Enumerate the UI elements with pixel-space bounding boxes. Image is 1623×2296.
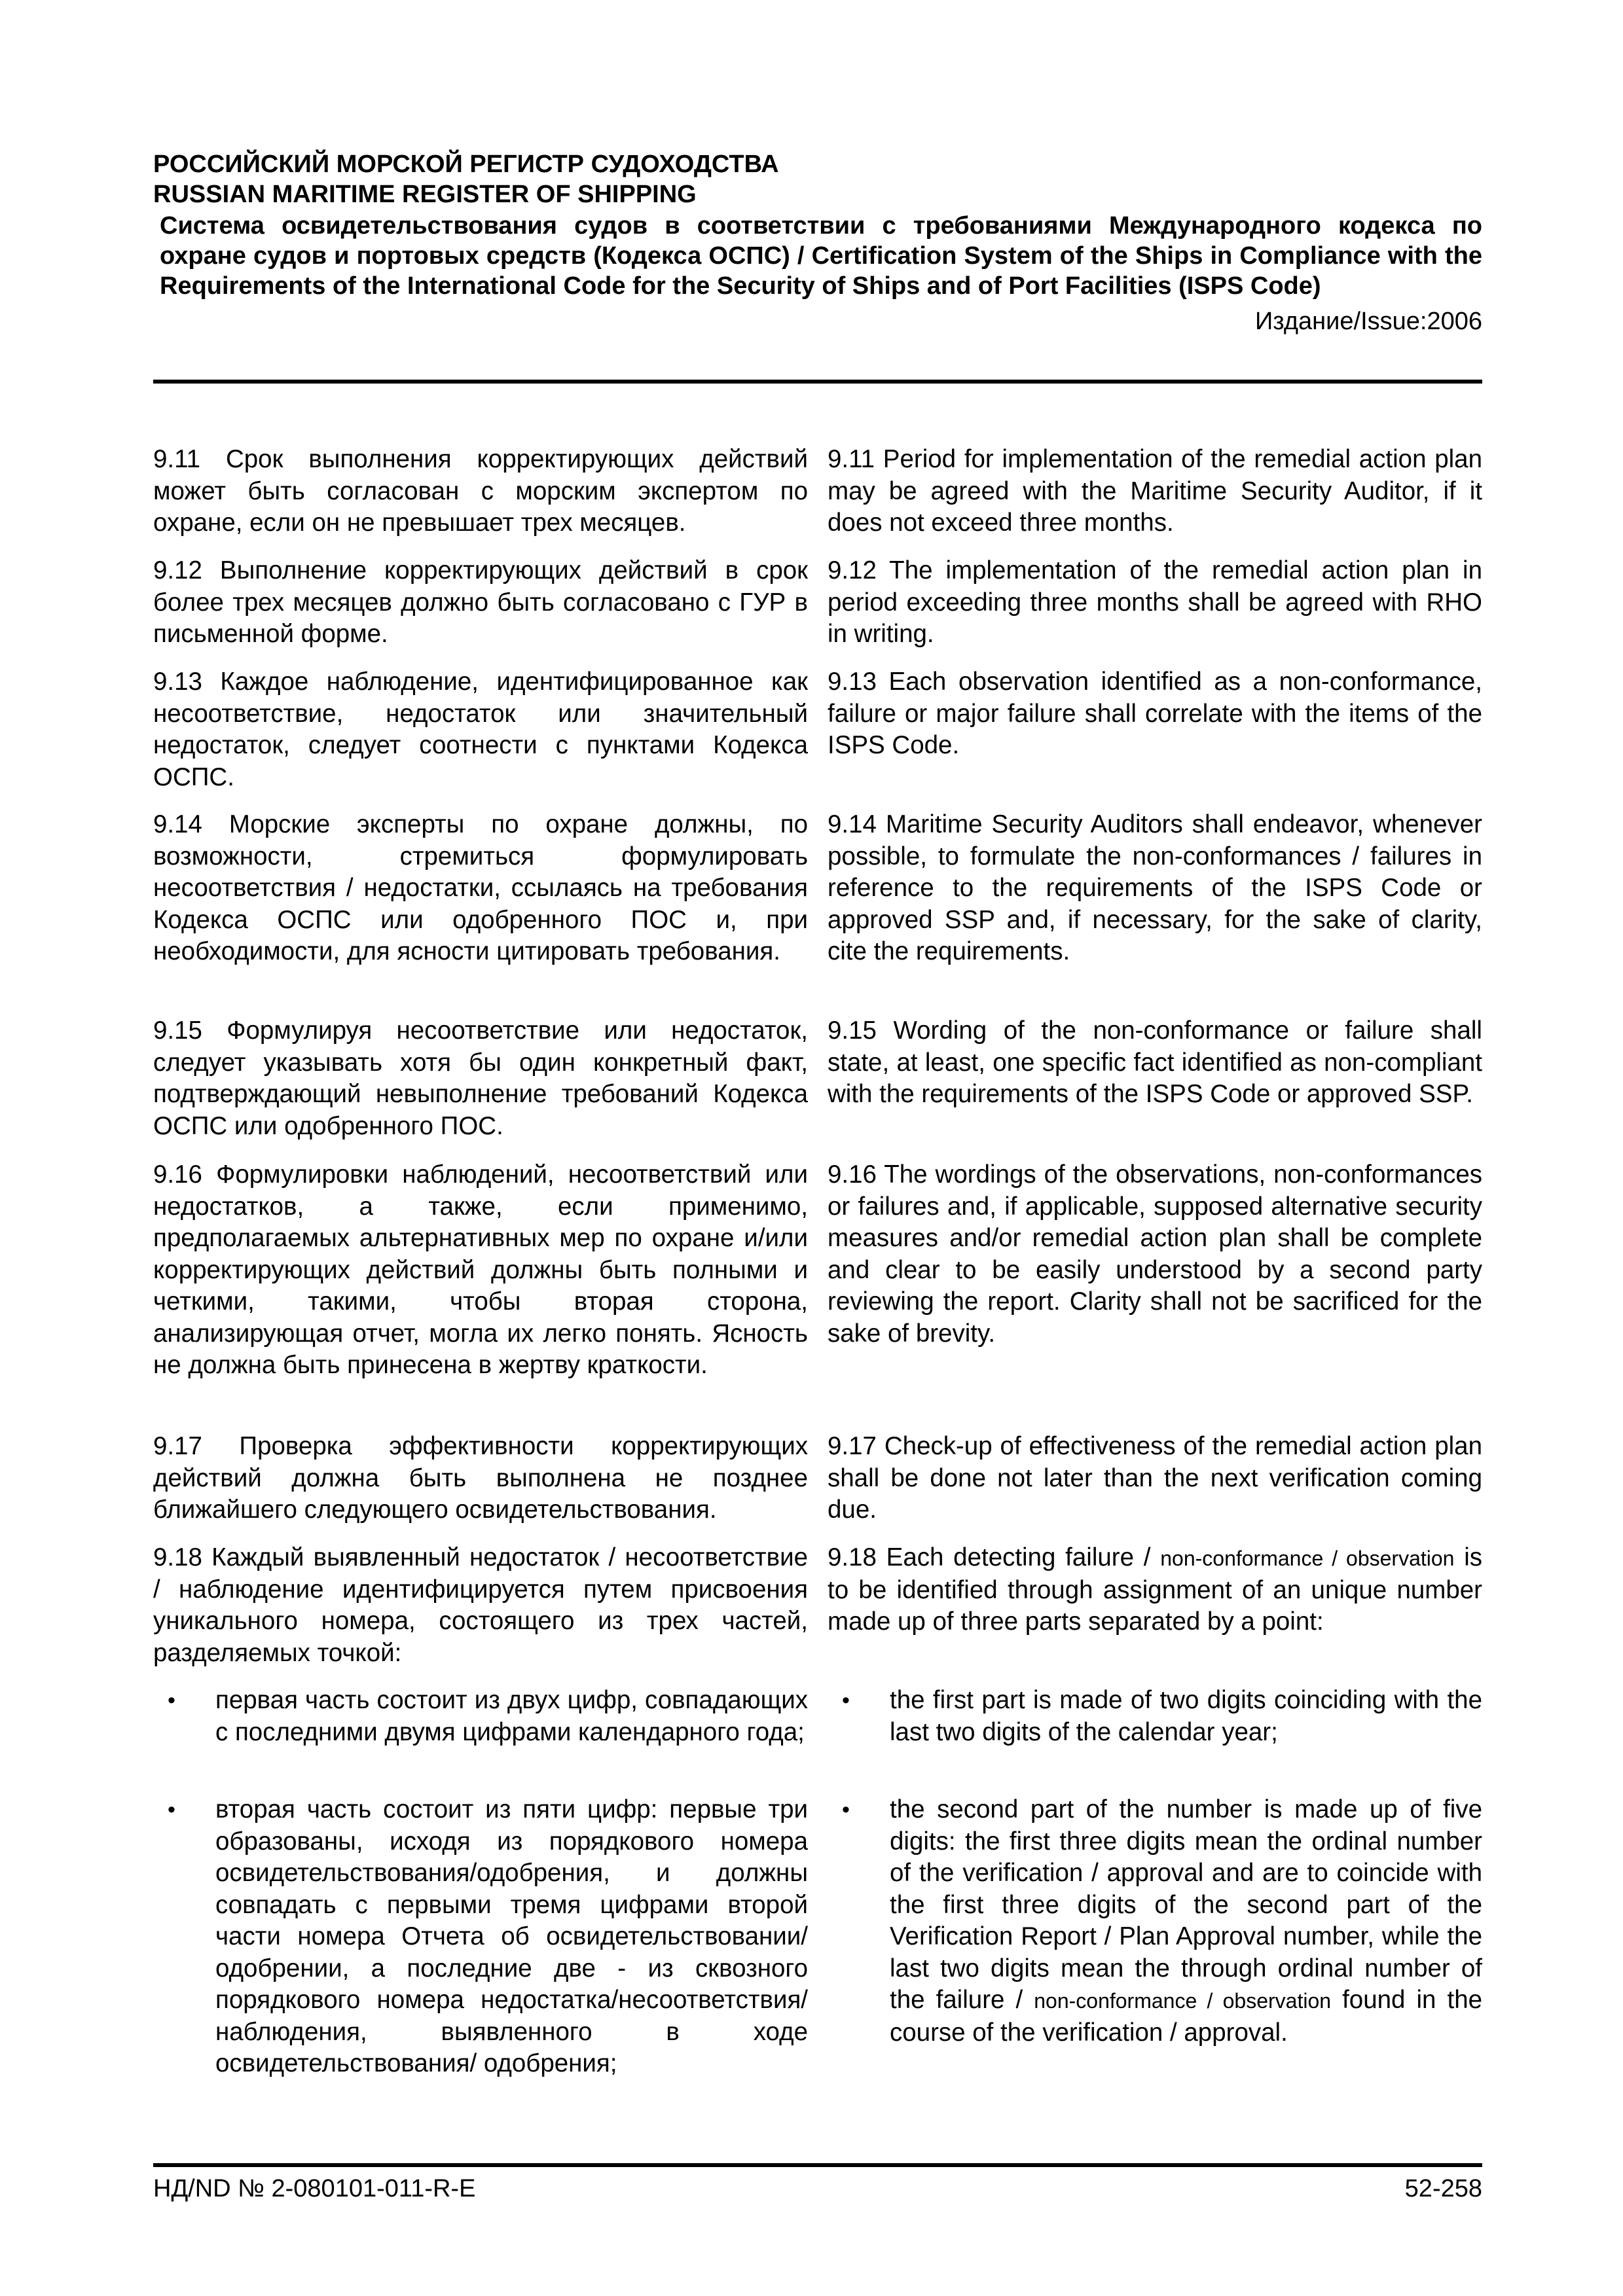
page-header — [153, 149, 1482, 336]
bullet-text — [890, 1794, 1482, 2049]
paragraph-9-12-en: 9.12 The implementation of the remedial action plan in period exceeding three months shall be agreed with RHO in writing. — [828, 556, 1482, 648]
bullet-text: вторая часть состоит из пяти цифр: первые три образованы, исходя из порядкового номера освидетельствования/одобрения, и должны совпадать с первыми тремя цифрами второй части номера Отчета об освидетельствовании/одобрении, а последние две - из сквозного порядкового номера недостатка/несоответствия/наблюдения, выявленного в ходе освидетельствования/ одобрения; — [215, 1795, 808, 2077]
header-divider — [153, 380, 1482, 384]
bullet-marker: • — [842, 1797, 850, 1822]
bullet-marker: • — [842, 1688, 850, 1713]
register-name-ru: РОССИЙСКИЙ МОРСКОЙ РЕГИСТР СУДОХОДСТВА — [153, 151, 779, 178]
paragraph-9-13-ru: 9.13 Каждое наблюдение, идентифицированное как несоответствие, недостаток или значительный недостаток, следует соотнести с пунктами Кодекса ОСПС. — [153, 668, 808, 791]
document-number: НД/ND № 2-080101-011-R-E — [153, 2175, 476, 2202]
register-name-en: RUSSIAN MARITIME REGISTER OF SHIPPING — [153, 181, 697, 208]
bullet-text-part-3: found in the course of the verification / approval. — [890, 1986, 1483, 2047]
bullet-text: the first part is made of two digits coinciding with the last two digits of the calendar year; — [890, 1686, 1482, 1746]
page-number: 52-258 — [1404, 2175, 1482, 2202]
paragraph-9-13-en: 9.13 Each observation identified as a non-conformance, failure or major failure shall correlate with the items of the ISPS Code. — [828, 668, 1482, 759]
paragraph-9-18-en — [828, 1542, 1482, 1638]
paragraph-9-15-ru: 9.15 Формулируя несоответствие или недостаток, следует указывать хотя бы один конкретный факт, подтверждающий невыполнение требований Кодекса ОСПС или одобренного ПОС. — [153, 1016, 808, 1140]
paragraph-9-18-en-part-2: non-conformance / observation — [1160, 1547, 1455, 1570]
bullet-marker: • — [168, 1688, 175, 1713]
paragraph-9-11-ru: 9.11 Срок выполнения корректирующих действий может быть согласован с морским экспертом по охране, если он не превышает трех месяцев. — [153, 445, 808, 537]
document-subtitle — [153, 211, 1482, 301]
bullet-item-ru-2 — [153, 1794, 808, 2080]
bullet-text: первая часть состоит из двух цифр, совпадающих с последними двумя цифрами календарного года; — [215, 1686, 808, 1746]
paragraph-9-17-en: 9.17 Check-up of effectiveness of the remedial action plan shall be done not later than the next verification coming due. — [828, 1432, 1482, 1524]
paragraph-9-16-en: 9.16 The wordings of the observations, non-conformances or failures and, if applicable, supposed alternative security measures and/or remedial action plan shall be complete and clear to be easily understood by a second party reviewing the report. Clarity shall not be sacrificed for the sake of brevity. — [828, 1160, 1482, 1348]
bullet-text-part-2: non-conformance / observation — [1034, 1989, 1332, 2013]
paragraph-9-18-ru: 9.18 Каждый выявленный недостаток / несоответствие / наблюдение идентифицируется путем присвоения уникального номера, состоящего из трех частей, разделяемых точкой: — [153, 1543, 808, 1667]
issue-label: Издание/Issue:2006 — [1254, 308, 1482, 335]
bullet-item-en-1 — [828, 1685, 1482, 1748]
paragraph-9-14-en: 9.14 Maritime Security Auditors shall endeavor, whenever possible, to formulate the non-conformances / failures in reference to the requirements of the ISPS Code or approved SSP and, if necessary, for the sake of clarity, cite the requirements. — [828, 810, 1482, 965]
bullet-item-ru-1 — [153, 1685, 808, 1748]
paragraph-9-18-en-part-3: is to be identified through assignment of an unique number made up of three parts separated by a point: — [828, 1543, 1482, 1636]
document-subtitle-text: Система освидетельствования судов в соответствии с требованиями Международного кодекса по охране судов и портовых средств (Кодекса ОСПС) / Certification System of the Ships in Compliance with the Requirements of the International Code for the Security of Ships and of Port Facilities (ISPS Code) — [160, 212, 1482, 300]
paragraph-9-16-ru: 9.16 Формулировки наблюдений, несоответствий или недостатков, а также, если применимо, предполагаемых альтернативных мер по охране и/или корректирующих действий должны быть полными и четкими, такими, чтобы вторая сторона, анализирующая отчет, могла их легко понять. Ясность не должна быть принесена в жертву краткости. — [153, 1160, 808, 1379]
paragraph-9-14-ru: 9.14 Морские эксперты по охране должны, по возможности, стремиться формулировать несоответствия / недостатки, ссылаясь на требования Кодекса ОСПС или одобренного ПОС и, при необходимости, для ясности цитировать требования. — [153, 810, 808, 965]
paragraph-9-12-ru: 9.12 Выполнение корректирующих действий в срок более трех месяцев должно быть согласовано с ГУР в письменной форме. — [153, 556, 808, 648]
paragraph-9-15-en: 9.15 Wording of the non-conformance or failure shall state, at least, one specific fact identified as non-compliant with the requirements of the ISPS Code or approved SSP. — [828, 1016, 1482, 1108]
paragraph-9-18-en-part-1: 9.18 Each detecting failure / — [828, 1543, 1161, 1571]
bullet-text-part-1: the second part of the number is made up of five digits: the first three digits mean the ordinal number of the verification / approval and are to coincide with the first three digits of the second part of the Verification Report / Plan Approval number, while the last two digits mean the through ordinal number of the failure / — [890, 1795, 1482, 2014]
footer-divider — [153, 2163, 1482, 2167]
paragraph-9-17-ru: 9.17 Проверка эффективности корректирующих действий должна быть выполнена не позднее ближайшего следующего освидетельствования. — [153, 1432, 808, 1524]
paragraph-9-11-en: 9.11 Period for implementation of the remedial action plan may be agreed with the Maritime Security Auditor, if it does not exceed three months. — [828, 445, 1482, 537]
bullet-marker: • — [168, 1797, 175, 1822]
bullet-item-en-2 — [828, 1794, 1482, 2049]
